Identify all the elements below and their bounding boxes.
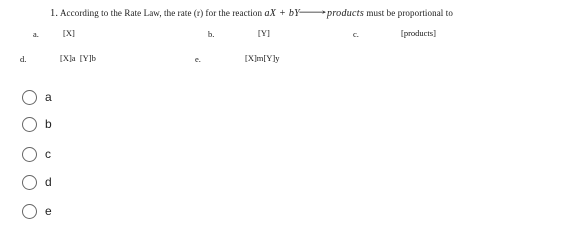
reaction-rhs: products: [327, 8, 365, 19]
question-stem-end: must be proportional to: [366, 8, 453, 18]
question-number: 1.: [50, 8, 59, 19]
choice-b[interactable]: [22, 115, 52, 133]
option-text-a: [X]: [63, 28, 75, 38]
option-letter-c: c.: [353, 29, 359, 39]
reaction-arrow-icon: ⟶: [298, 7, 327, 17]
choice-c[interactable]: [22, 145, 51, 163]
radio-b[interactable]: [22, 117, 37, 132]
option-text-e: [X]m[Y]y: [245, 53, 280, 63]
choice-e[interactable]: [22, 202, 52, 220]
option-letter-b: b.: [208, 29, 215, 39]
radio-a[interactable]: [22, 90, 37, 105]
choice-label-c[interactable]: c: [45, 147, 51, 161]
option-letter-d: d.: [20, 54, 27, 64]
choice-a[interactable]: [22, 88, 52, 106]
choice-d[interactable]: [22, 173, 52, 191]
option-text-d: [X]a [Y]b: [60, 53, 96, 63]
choice-label-a[interactable]: a: [45, 90, 52, 104]
radio-e[interactable]: [22, 204, 37, 219]
option-letter-e: e.: [195, 54, 201, 64]
choice-label-e[interactable]: e: [45, 204, 52, 218]
choice-label-b[interactable]: b: [45, 117, 52, 131]
radio-d[interactable]: [22, 175, 37, 190]
question-text: [50, 8, 570, 19]
option-text-c: [products]: [401, 28, 436, 38]
option-letter-a: a.: [33, 29, 39, 39]
question-stem: According to the Rate Law, the rate (r) for the reaction: [59, 8, 263, 18]
reaction-lhs: aX + bY: [264, 8, 301, 19]
radio-c[interactable]: [22, 147, 37, 162]
choice-label-d[interactable]: d: [45, 175, 52, 189]
option-text-b: [Y]: [258, 28, 270, 38]
